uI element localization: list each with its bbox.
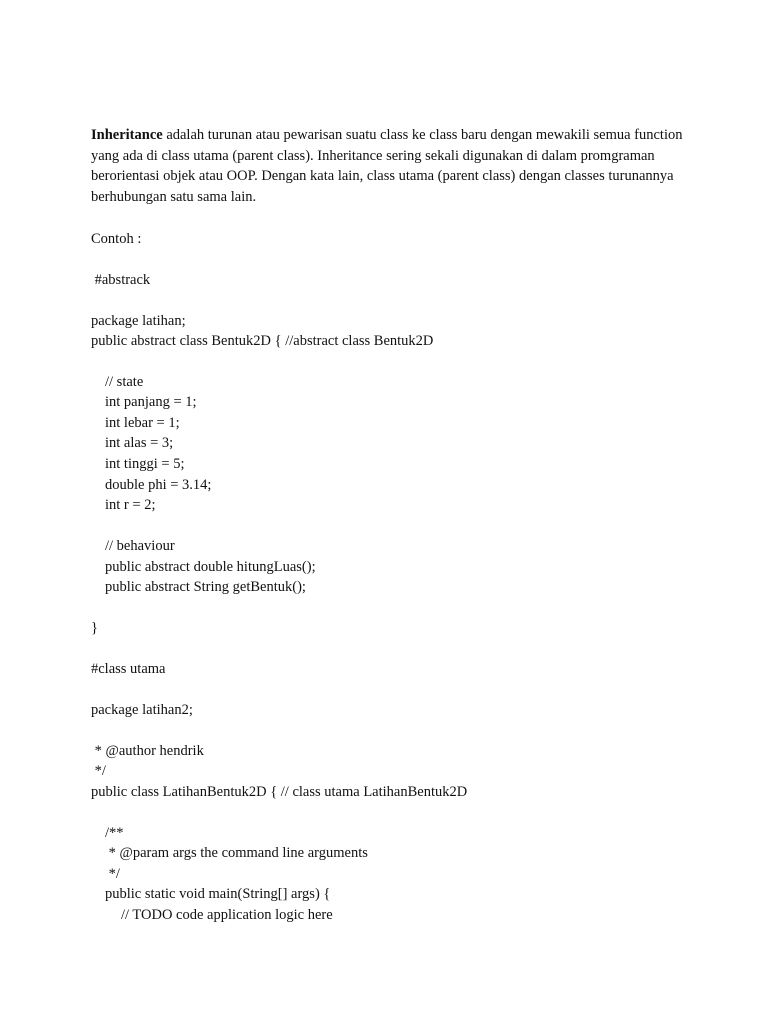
code-line: int lebar = 1; xyxy=(105,415,180,431)
contoh-label: Contoh : xyxy=(91,231,142,247)
intro-paragraph xyxy=(91,125,691,207)
intro-term: Inheritance xyxy=(91,127,163,143)
code-line: public static void main(String[] args) { xyxy=(105,886,331,902)
code-line: // TODO code application logic here xyxy=(121,907,333,923)
intro-text: adalah turunan atau pewarisan suatu class ke class baru dengan mewakili semua function yang ada di class utama (parent class). Inheritance sering sekali digunakan di dalam promgraman berorientasi objek atau OOP. Dengan kata lain, class utama (parent class) dengan classes turunannya berhubungan satu sama lain. xyxy=(91,127,683,205)
code-line: public class LatihanBentuk2D { // class utama LatihanBentuk2D xyxy=(91,784,468,800)
code-line: } xyxy=(91,620,98,636)
code-line: int alas = 3; xyxy=(105,435,174,451)
code-line: public abstract double hitungLuas(); xyxy=(105,559,316,575)
code-line: int tinggi = 5; xyxy=(105,456,185,472)
code-line: */ xyxy=(91,763,106,779)
code-line: double phi = 3.14; xyxy=(105,477,212,493)
code-line: */ xyxy=(105,866,120,882)
code-line: * @param args the command line arguments xyxy=(105,845,368,861)
abstrack-heading: #abstrack xyxy=(91,272,151,288)
code-line: int r = 2; xyxy=(105,497,156,513)
utama-heading: #class utama xyxy=(91,661,166,677)
code-line: public abstract String getBentuk(); xyxy=(105,579,306,595)
code-line: /** xyxy=(105,825,124,841)
code-line: // state xyxy=(105,374,144,390)
code-line: package latihan2; xyxy=(91,702,193,718)
code-line: int panjang = 1; xyxy=(105,394,197,410)
code-line: // behaviour xyxy=(105,538,175,554)
code-line: public abstract class Bentuk2D { //abstract class Bentuk2D xyxy=(91,333,434,349)
code-line: package latihan; xyxy=(91,313,186,329)
code-line: * @author hendrik xyxy=(91,743,204,759)
